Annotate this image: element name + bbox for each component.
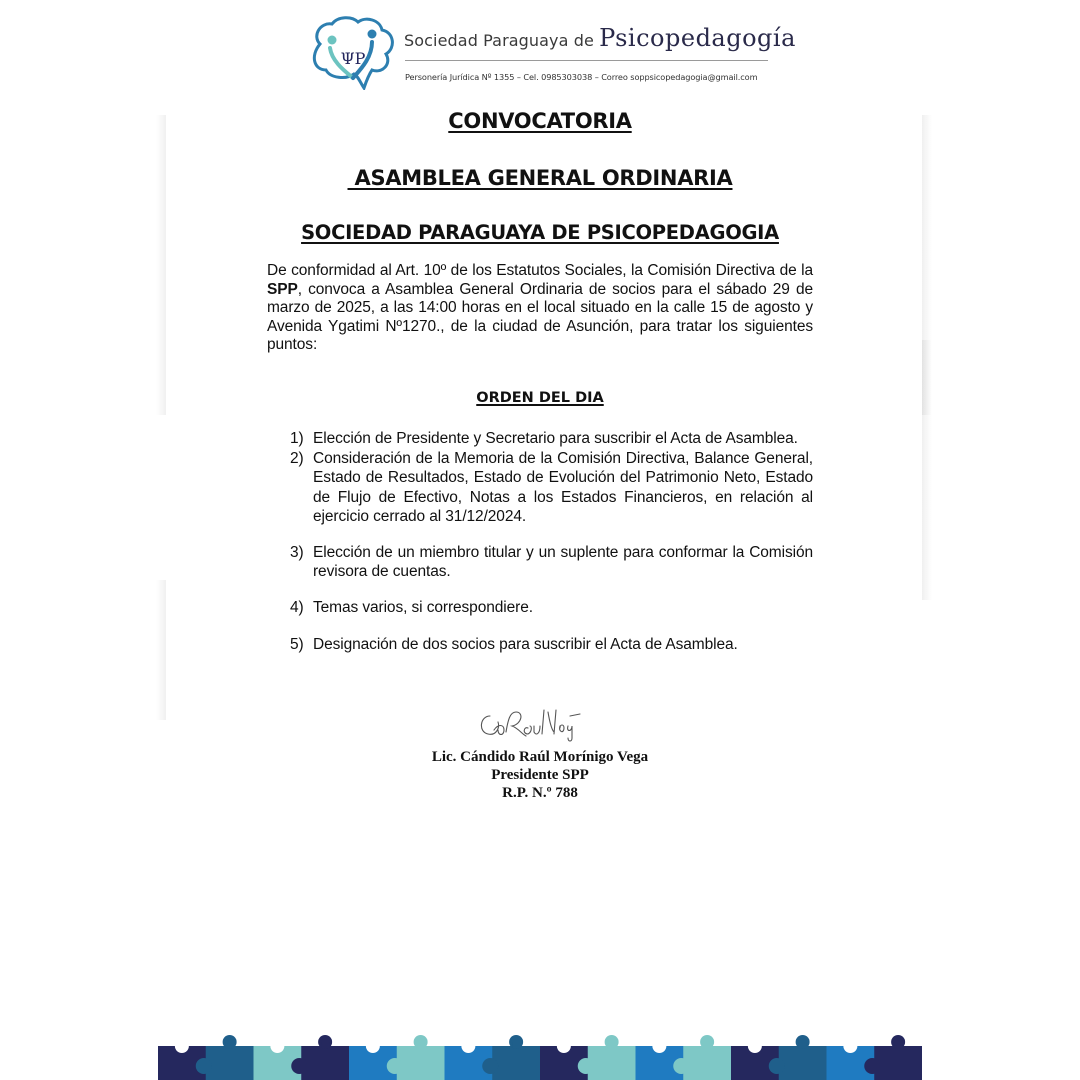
organization-name <box>404 24 796 52</box>
document-title <box>0 109 1080 133</box>
puzzle-piece <box>588 1035 636 1080</box>
puzzle-border-decoration <box>158 1030 922 1080</box>
agenda-list <box>290 429 813 654</box>
page-shadow-right <box>922 490 932 600</box>
agenda-item-number: 5) <box>290 635 304 653</box>
letterhead <box>310 14 796 94</box>
agenda-heading-text: ORDEN DEL DIA <box>476 390 604 406</box>
agenda-item-text: Elección de un miembro titular y un suplente para conformar la Comisión revisora de cuentas. <box>313 544 813 581</box>
document-subtitle-text: ASAMBLEA GENERAL ORDINARIA <box>347 166 733 190</box>
agenda-item-text: Temas varios, si correspondiere. <box>313 599 533 617</box>
puzzle-piece <box>445 1039 493 1080</box>
puzzle-piece <box>301 1035 349 1080</box>
organization-name-highlight: Psicopedagogía <box>599 24 796 52</box>
logo-monogram: ΨP <box>340 49 366 68</box>
page-shadow-left <box>156 580 166 720</box>
puzzle-piece <box>731 1039 779 1080</box>
document-subtitle <box>0 166 1080 190</box>
agenda-item-number: 2) <box>290 450 304 468</box>
organization-name-prefix: Sociedad Paraguaya de <box>404 31 600 50</box>
agenda-item <box>290 598 813 617</box>
puzzle-piece <box>683 1035 731 1080</box>
agenda-item-text: Designación de dos socios para suscribir el Acta de Asamblea. <box>313 635 738 653</box>
intro-text-1: De conformidad al Art. 10º de los Estatutos Sociales, la Comisión Directiva de la <box>267 262 813 279</box>
intro-bold-spp: SPP <box>267 280 298 298</box>
puzzle-piece <box>397 1035 445 1080</box>
letterhead-contact: Personería Jurídica Nº 1355 – Cel. 0985303038 – Correo soppsicopedagogia@gmail.com <box>405 72 758 82</box>
agenda-heading <box>0 390 1080 406</box>
signatory-name: Lic. Cándido Raúl Morínigo Vega <box>431 749 649 765</box>
agenda-item-text: Consideración de la Memoria de la Comisión Directiva, Balance General, Estado de Resultados, Estado de Evolución del Patrimonio Neto, Estado de Flujo de Efectivo, Notas a los Estados Financieros, en relación al ejercicio cerrado al 31/12/2024. <box>313 450 813 525</box>
organization-title <box>0 221 1080 244</box>
puzzle-piece <box>636 1039 684 1080</box>
agenda-item-number: 1) <box>290 430 304 447</box>
agenda-item <box>290 429 813 448</box>
document-title-text: CONVOCATORIA <box>448 109 632 133</box>
puzzle-piece <box>158 1039 206 1080</box>
organization-title-text: SOCIEDAD PARAGUAYA DE PSICOPEDAGOGIA <box>301 221 779 244</box>
handwritten-signature <box>476 702 592 744</box>
agenda-item-number: 4) <box>290 599 304 617</box>
agenda-item <box>290 449 813 526</box>
signatory-registration: R.P. N.º 788 <box>502 785 578 801</box>
intro-text-2: , convoca a Asamblea General Ordinaria de socios para el sábado 29 de marzo de 2025, a las 14:00 horas en el local situado en la calle 15 de agosto y Avenida Ygatimi Nº1270., de la ciudad de Asunción, para tratar los siguientes puntos: <box>267 280 813 354</box>
letterhead-divider <box>405 60 768 61</box>
agenda-item-text: Elección de Presidente y Secretario para suscribir el Acta de Asamblea. <box>313 430 798 447</box>
signatory-role: Presidente SPP <box>491 767 589 783</box>
organization-logo-icon <box>310 14 396 90</box>
puzzle-piece <box>874 1035 922 1080</box>
page-shadow-left <box>156 115 166 415</box>
puzzle-piece <box>254 1039 302 1080</box>
intro-paragraph <box>267 262 813 355</box>
agenda-item <box>290 543 813 581</box>
agenda-item-number: 3) <box>290 544 304 562</box>
puzzle-piece <box>349 1039 397 1080</box>
puzzle-piece <box>827 1039 875 1080</box>
puzzle-piece <box>206 1035 254 1080</box>
puzzle-piece <box>779 1035 827 1080</box>
signatory-block <box>0 748 1080 802</box>
agenda-item <box>290 635 813 654</box>
page-shadow-right <box>922 340 932 490</box>
puzzle-piece <box>540 1039 588 1080</box>
puzzle-piece <box>492 1035 540 1080</box>
